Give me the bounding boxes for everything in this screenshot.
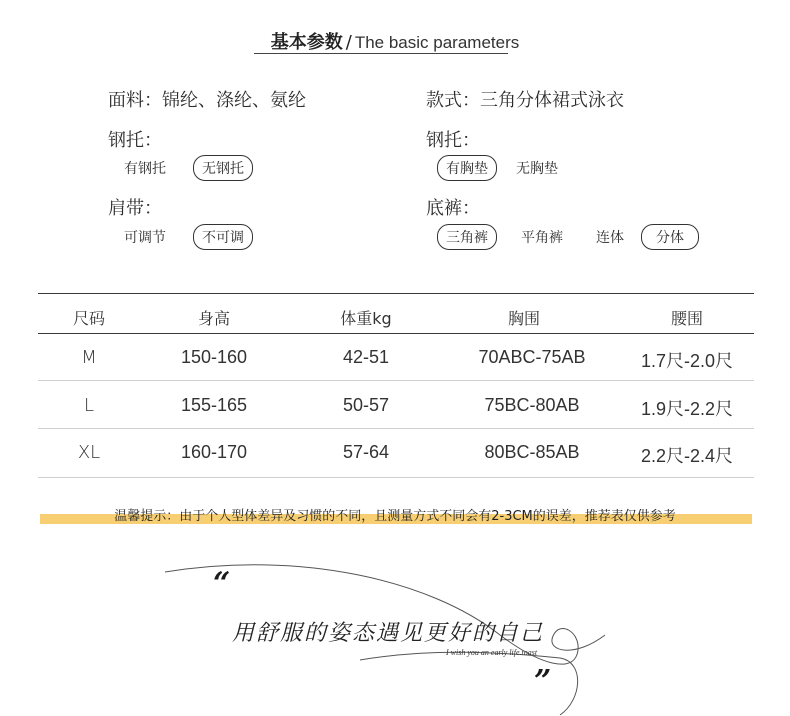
title-underline — [254, 53, 508, 54]
underwire-option-yes: 有钢托 — [124, 161, 166, 177]
cell-bust: 80BC-85AB — [484, 442, 580, 462]
col-header-weight: 体重kg — [340, 309, 392, 328]
cell-bust: 70ABC-75AB — [478, 347, 586, 367]
slogan-cn: 用舒服的姿态遇见更好的自己 — [232, 621, 545, 646]
col-header-height: 身高 — [197, 309, 230, 328]
strap-option-fixed-selected: 不可调 — [193, 224, 253, 250]
title-slash: / — [345, 32, 352, 53]
cell-height: 150-160 — [180, 347, 248, 367]
cell-weight: 50-57 — [342, 395, 390, 415]
cell-weight: 42-51 — [342, 347, 390, 367]
table-row-rule — [38, 380, 754, 381]
section-title — [0, 28, 790, 54]
bottom-option-boyshorts: 平角裤 — [521, 230, 563, 246]
slogan-en: I wish you an early life.toast — [446, 648, 538, 657]
col-header-waist: 腰围 — [670, 309, 703, 328]
cell-size: M — [81, 347, 97, 368]
underwire-option-no-selected: 无钢托 — [193, 155, 253, 181]
close-quote: ” — [534, 664, 552, 699]
table-row — [38, 395, 754, 419]
bottom-option-briefs-selected: 三角裤 — [437, 224, 497, 250]
tip-note: 温馨提示：由于个人型体差异及习惯的不同，且测量方式不同会有2-3CM的误差，推荐表仅供参考 — [114, 509, 676, 524]
title-cn: 基本参数 — [270, 32, 343, 53]
underwire-label: 钢托： — [108, 130, 162, 151]
table-row — [38, 347, 754, 371]
strap-label: 肩带： — [108, 198, 162, 219]
cell-waist: 1.9尺-2.2尺 — [640, 399, 734, 419]
fabric-label: 面料：锦纶、涤纶、氨纶 — [108, 90, 306, 111]
padding-option-yes-selected: 有胸垫 — [437, 155, 497, 181]
table-header-row — [38, 306, 754, 328]
cell-height: 160-170 — [180, 442, 248, 462]
cell-size: XL — [77, 442, 101, 463]
title-en: The basic parameters — [354, 33, 520, 52]
style-label: 款式：三角分体裙式泳衣 — [426, 90, 624, 111]
cell-bust: 75BC-80AB — [484, 395, 580, 415]
cell-height: 155-165 — [180, 395, 248, 415]
cell-waist: 1.7尺-2.0尺 — [640, 351, 734, 371]
open-quote: “ — [213, 566, 231, 601]
cell-weight: 57-64 — [342, 442, 390, 462]
col-header-size: 尺码 — [72, 309, 105, 328]
bottom-option-twopiece-selected: 分体 — [641, 224, 699, 250]
col-header-bust: 胸围 — [507, 309, 540, 328]
table-header-rule — [38, 333, 754, 334]
table-row-rule — [38, 428, 754, 429]
padding-option-no: 无胸垫 — [516, 161, 558, 177]
table-top-rule — [38, 293, 754, 294]
cell-size: L — [83, 395, 95, 416]
bottom-option-onepiece: 连体 — [596, 230, 624, 246]
table-row — [38, 442, 754, 466]
cell-waist: 2.2尺-2.4尺 — [640, 446, 734, 466]
bottom-label: 底裤： — [426, 198, 480, 219]
table-bottom-rule — [38, 477, 754, 478]
padding-label: 钢托： — [426, 130, 480, 151]
strap-option-adjustable: 可调节 — [124, 230, 166, 246]
